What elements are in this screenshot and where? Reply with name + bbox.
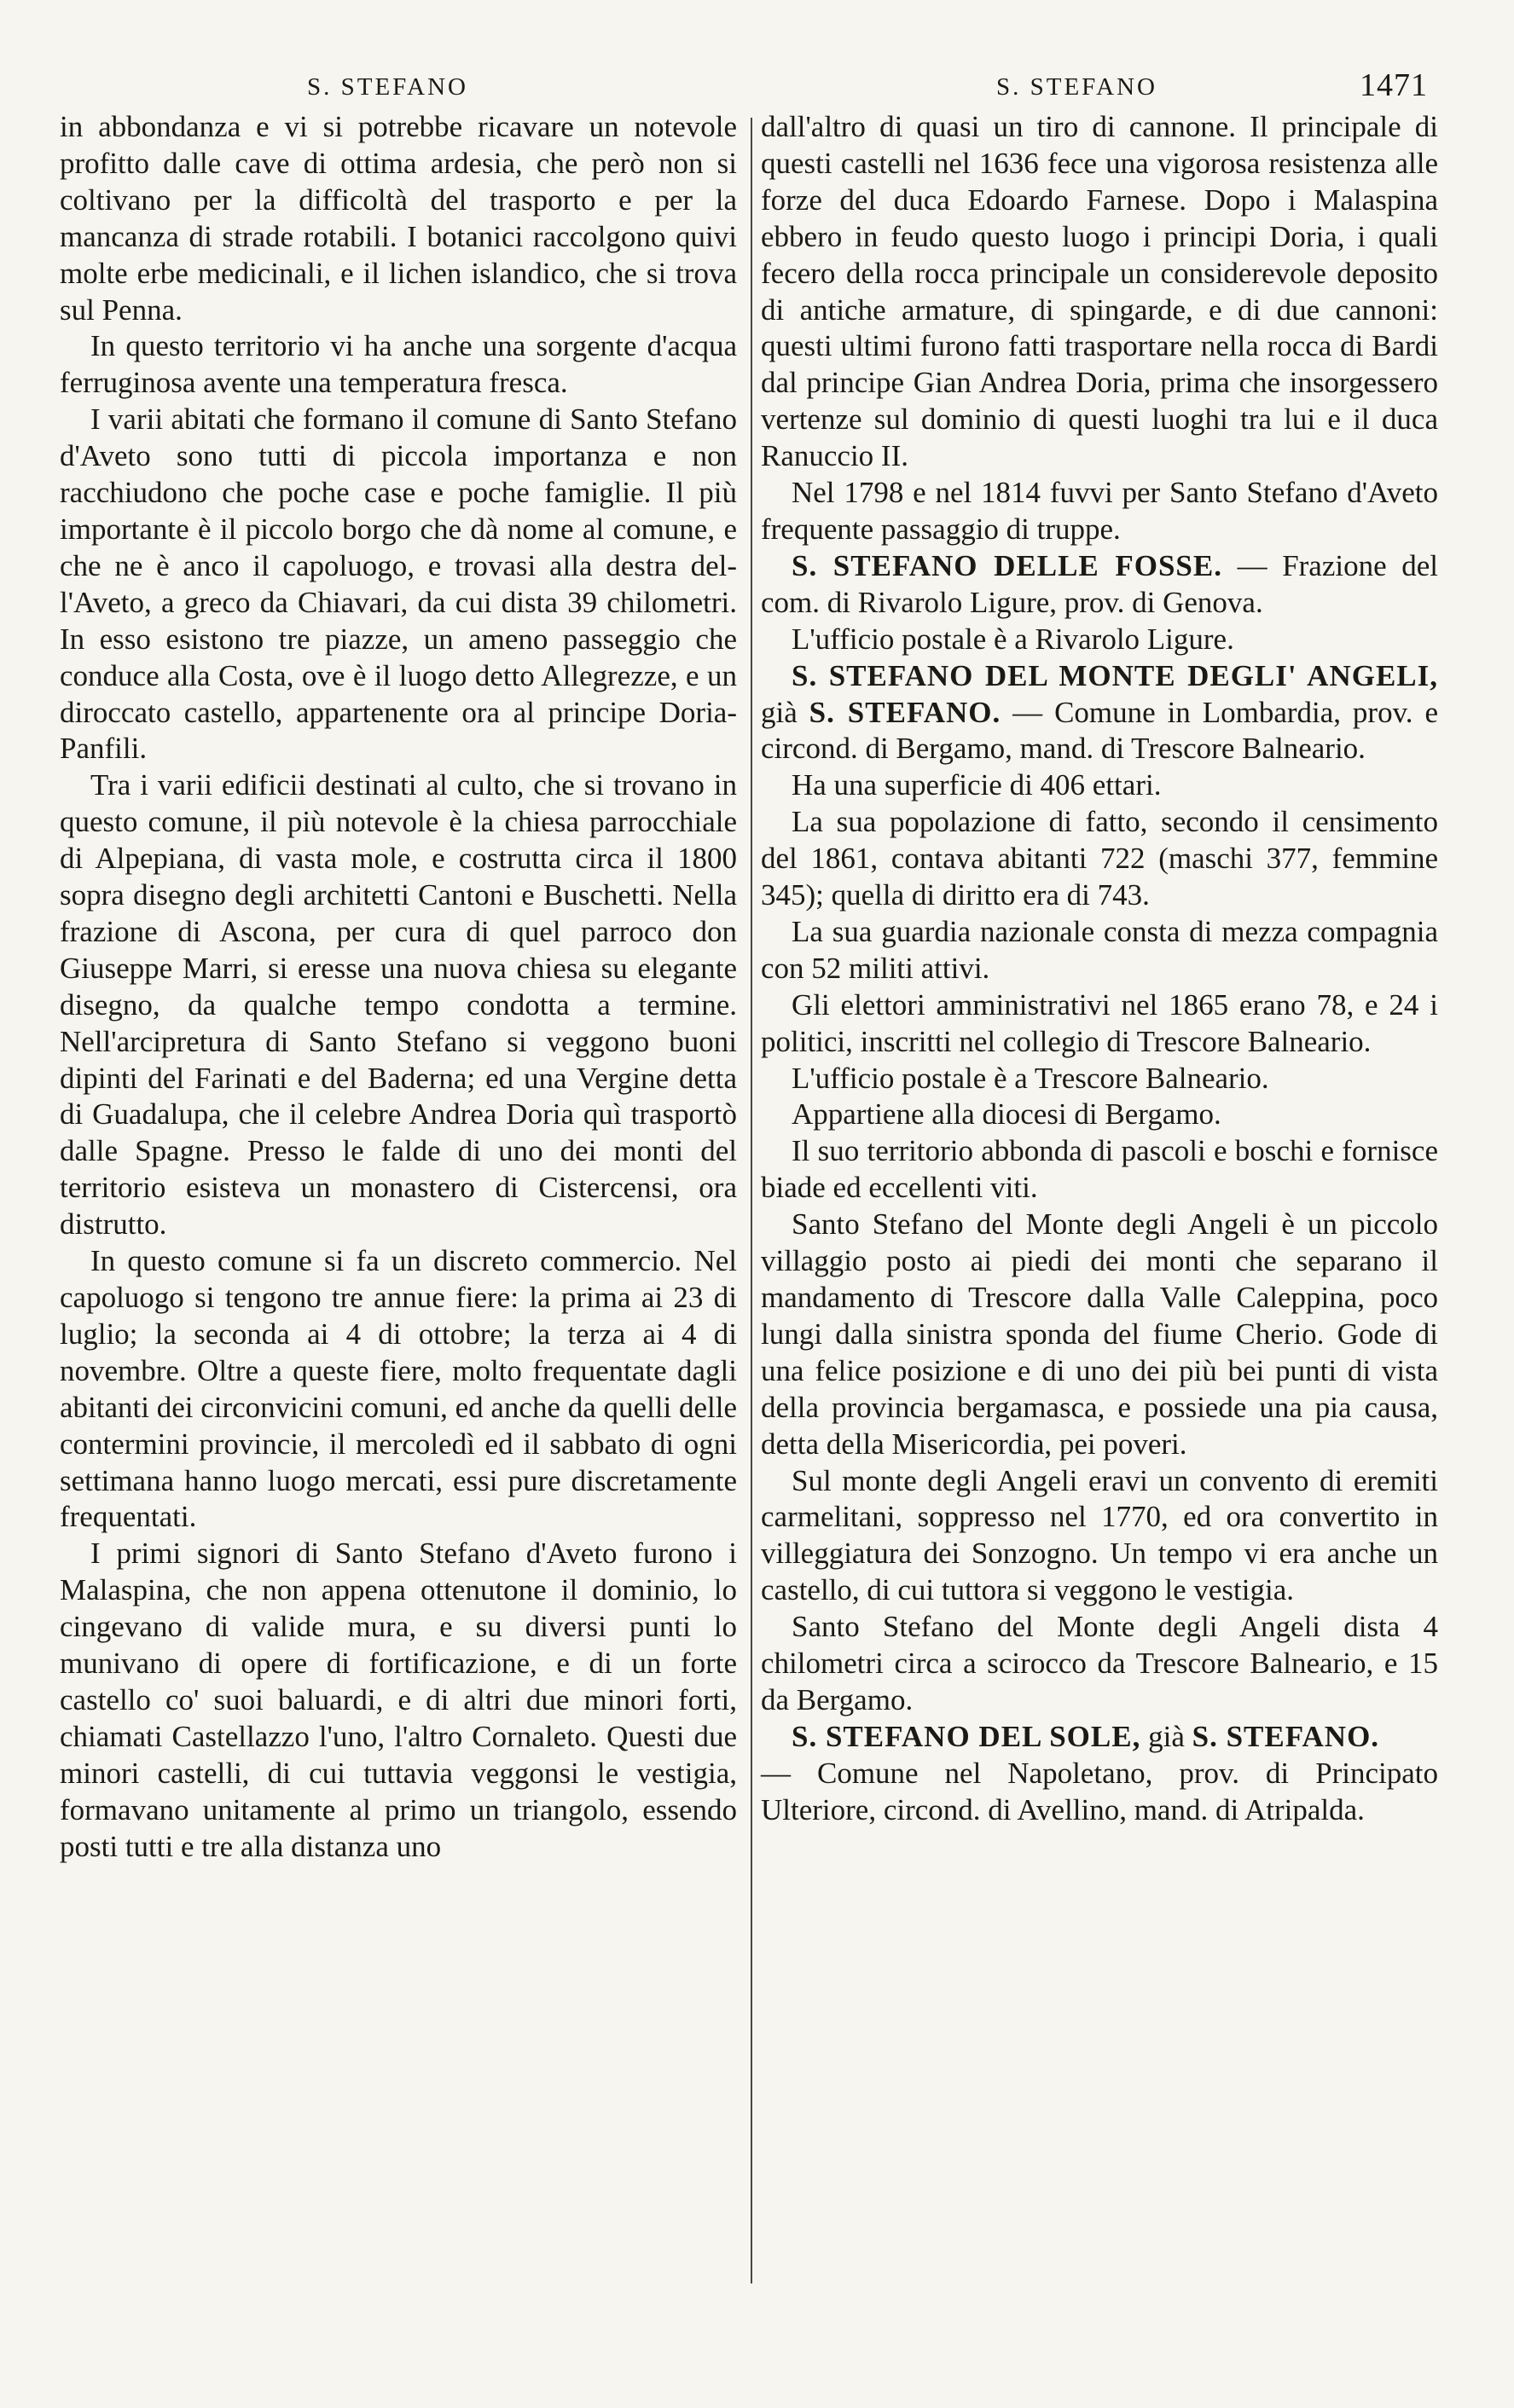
entry-text: — Frazione del com. di Rivarolo Ligure, prov. di Genova.	[761, 548, 1438, 619]
entry-gia: già	[1140, 1719, 1192, 1753]
entry-heading: S. STEFANO DELLE FOSSE.	[792, 548, 1222, 582]
paragraph: La sua guardia nazionale consta di mezza compagnia con 52 militi attivi.	[761, 914, 1438, 985]
entry-text: — Comune in Lombardia, prov. e circond. di Bergamo, mand. di Trescore Balneario.	[761, 695, 1438, 766]
entry-former-name: S. STEFANO.	[809, 695, 1001, 729]
paragraph: Tra i varii edificii destinati al culto, che si trovano in questo comune, il più notevole è la chiesa parrocchiale di Alpepiana, di vasta mole, e costrutta circa il 1800 sopra disegno degli architetti Cantoni e Buschetti. Nella frazione di Ascona, per cura di quel parroco don Giuseppe Marri, si eresse una nuova chiesa su elegante disegno, da qualche tempo condotta a termine. Nell'arcipretura di Santo Stefano si veggono buoni dipinti del Farinati e del Baderna; ed una Vergine detta di Guadalupa, che il celebre Andrea Doria quì trasportò dalle Spagne. Presso le falde di uno dei monti del territorio esisteva un monastero di Cistercensi, ora distrutto.	[60, 768, 737, 1242]
paragraph: Appartiene alla diocesi di Bergamo.	[792, 1097, 1221, 1132]
entry-text: — Comune nel Napoletano, prov. di Principato Ulteriore, circond. di Avellino, mand. di Atripalda.	[761, 1756, 1438, 1826]
entry-heading: S. STEFANO DEL SOLE,	[792, 1719, 1141, 1753]
running-head-right: S. STEFANO	[996, 73, 1157, 101]
paragraph: I primi signori di Santo Stefano d'Aveto furono i Malaspina, che non appena ottenutone il dominio, lo cingevano di valide mura, e su diversi punti lo munivano di opere di fortificazione, e di un forte castello co' suoi baluardi, e di altri due minori forti, chiamati Castellazzo l'uno, l'altro Cornaleto. Questi due minori castelli, di cui tuttavia veggonsi le vestigia, formavano unitamente al primo un triangolo, essendo posti tutti e tre alla distanza uno	[60, 1537, 737, 1863]
paragraph: Sul monte degli Angeli eravi un convento di eremiti carmelitani, soppresso nel 1770, ed ora convertito in villeggiatura dei Sonzogno. Un tempo vi era anche un castello, di cui tuttora si veggono le vestigia.	[761, 1463, 1438, 1607]
entry-former-name: S. STEFANO.	[1192, 1719, 1380, 1753]
paragraph: Ha una superficie di 406 ettari.	[792, 768, 1162, 802]
entry-sole	[761, 1719, 1438, 1756]
paragraph: Gli elettori amministrativi nel 1865 erano 78, e 24 i politici, inscritti nel collegio di Trescore Balneario.	[761, 987, 1438, 1058]
paragraph: Santo Stefano del Monte degli Angeli dista 4 chilometri circa a scirocco da Trescore Balneario, e 15 da Bergamo.	[761, 1610, 1438, 1716]
paragraph: I varii abitati che formano il comune di Santo Stefano d'Aveto sono tutti di piccola importanza e non racchiudono che poche case e poche famiglie. Il più importante è il piccolo borgo che dà nome al comune, e che ne è anco il capoluogo, e trovasi alla destra dell'Aveto, a greco da Chiavari, da cui dista 39 chilometri. In esso esistono tre piazze, un ameno passeggio che conduce alla Costa, ove è il luogo detto Allegrezze, e un diroccato castello, appartenente ora al principe Doria-Panfili.	[60, 402, 737, 766]
paragraph: in abbondanza e vi si potrebbe ricavare un notevole profitto dalle cave di ottima ardesia, che però non si coltivano per la difficoltà del trasporto e per la mancanza di strade rotabili. I botanici raccolgono quivi molte erbe medicinali, e il lichen islandico, che si trova sul Penna.	[60, 110, 737, 327]
right-column	[761, 109, 1438, 1829]
paragraph: Nel 1798 e nel 1814 fuvvi per Santo Stefano d'Aveto frequente passaggio di truppe.	[761, 476, 1438, 546]
page-number: 1471	[1360, 67, 1428, 103]
entry-heading: S. STEFANO DEL MONTE DEGLI' ANGELI,	[792, 658, 1438, 692]
paragraph: In questo territorio vi ha anche una sorgente d'acqua ferruginosa avente una temperatura fresca.	[60, 329, 737, 400]
left-column	[60, 109, 737, 1866]
entry-gia: già	[761, 695, 809, 729]
paragraph: La sua popolazione di fatto, secondo il censimento del 1861, contava abitanti 722 (maschi 377, femmine 345); quella di diritto era di 743.	[761, 805, 1438, 912]
paragraph: In questo comune si fa un discreto commercio. Nel capoluogo si tengono tre annue fiere: la prima ai 23 di luglio; la seconda ai 4 di ottobre; la terza ai 4 di novembre. Oltre a queste fiere, molto frequentate dagli abitanti dei circonvicini comuni, ed anche da quelli delle contermini provincie, il mercoledì ed il sabbato di ogni settimana hanno luogo mercati, essi pure discretamente frequentati.	[60, 1244, 738, 1534]
paragraph: L'ufficio postale è a Rivarolo Ligure.	[792, 622, 1234, 656]
column-divider	[751, 118, 752, 2284]
running-head-left: S. STEFANO	[307, 73, 468, 101]
paragraph: L'ufficio postale è a Trescore Balneario.	[792, 1061, 1269, 1095]
entry-fosse	[761, 548, 1438, 622]
entry-angeli	[761, 658, 1438, 768]
paragraph: dall'altro di quasi un tiro di cannone. Il principale di questi castelli nel 1636 fece una vigorosa resistenza alle forze del duca Edoardo Farnese. Dopo i Malaspina ebbero in feudo questo luogo i principi Doria, i quali fecero della rocca principale un considerevole deposito di antiche armature, di spingarde, e di due cannoni: questi ultimi furono fatti trasportare nella rocca di Bardi dal principe Gian Andrea Doria, prima che insorgessero vertenze sul dominio di questi luoghi tra lui e il duca Ranuccio II.	[761, 110, 1438, 473]
paragraph: Il suo territorio abbonda di pascoli e boschi e fornisce biade ed eccellenti viti.	[761, 1134, 1438, 1205]
paragraph: Santo Stefano del Monte degli Angeli è un piccolo villaggio posto ai piedi dei monti che separano il mandamento di Trescore dalla Valle Caleppina, poco lungi dalla sinistra sponda del fiume Cherio. Gode di una felice posizione e di uno dei più bei punti di vista della provincia bergamasca, e possiede una pia causa, detta della Misericordia, pei poveri.	[761, 1207, 1438, 1461]
